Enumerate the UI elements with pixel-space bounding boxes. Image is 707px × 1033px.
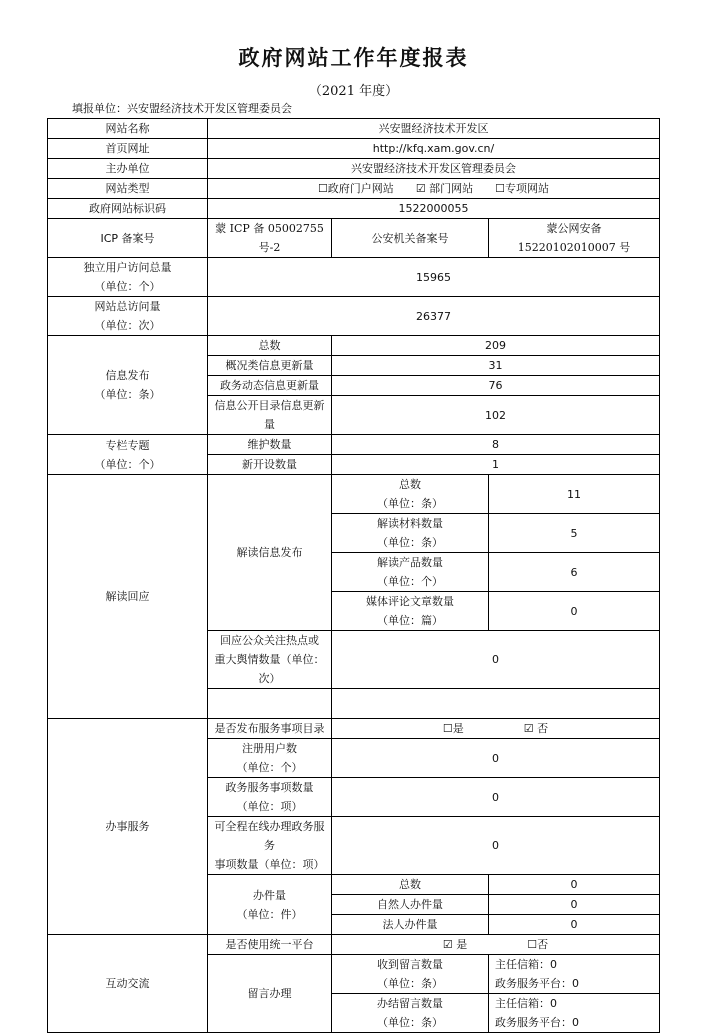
value-info-item: 102: [332, 396, 660, 435]
platform-option-yes[interactable]: ☑ 是: [442, 938, 468, 951]
report-year: （2021 年度）: [308, 84, 399, 99]
value-info-item: 76: [332, 376, 660, 396]
platform-options: [332, 935, 660, 955]
value-messages-done: 主任信箱：0 政务服务平台：0: [489, 994, 660, 1033]
label-online-items: 可全程在线办理政务服务 事项数量（单位：项）: [208, 817, 332, 875]
value-interpret-item: 0: [489, 592, 660, 631]
value-host-unit: 兴安盟经济技术开发区管理委员会: [208, 159, 660, 179]
value-messages-received: 主任信箱：0 政务服务平台：0: [489, 955, 660, 994]
label-unified-platform: 是否使用统一平台: [208, 935, 332, 955]
label-handle-item: 总数: [332, 875, 489, 895]
value-total-visits: 26377: [208, 297, 660, 336]
row-site-code: [48, 199, 660, 219]
label-service-catalog: 是否发布服务事项目录: [208, 719, 332, 739]
value-interpret-item: 11: [489, 475, 660, 514]
value-service-items: 0: [332, 778, 660, 817]
label-messages-done: 办结留言数量 （单位：条）: [332, 994, 489, 1033]
value-info-item: 209: [332, 336, 660, 356]
label-info-publish: 信息发布 （单位：条）: [48, 336, 208, 435]
row-host-unit: [48, 159, 660, 179]
label-website-name: 网站名称: [48, 119, 208, 139]
value-column-item: 1: [332, 455, 660, 475]
row-website-type: [48, 179, 660, 199]
label-message-handling: 留言办理: [208, 955, 332, 1033]
value-hot-response: 0: [332, 631, 660, 689]
value-online-items: 0: [332, 817, 660, 875]
label-interpret-item: 解读材料数量 （单位：条）: [332, 514, 489, 553]
label-interpret-response: 解读回应: [48, 475, 208, 719]
label-interaction: 互动交流: [48, 935, 208, 1033]
catalog-option-no[interactable]: ☑ 否: [523, 722, 549, 735]
service-catalog-options: [332, 719, 660, 739]
website-type-options: [208, 179, 660, 199]
label-interpret-item: 总数 （单位：条）: [332, 475, 489, 514]
label-column-item: 新开设数量: [208, 455, 332, 475]
label-handle-volume: 办件量 （单位：件）: [208, 875, 332, 935]
value-interpret-item: 5: [489, 514, 660, 553]
label-hot-response: 回应公众关注热点或 重大舆情数量（单位：次）: [208, 631, 332, 689]
label-service: 办事服务: [48, 719, 208, 935]
report-table: [47, 118, 660, 1033]
value-handle-item: 0: [489, 915, 660, 935]
value-column-item: 8: [332, 435, 660, 455]
value-unique-visitors: 15965: [208, 258, 660, 297]
value-police-record: 蒙公网安备 15220102010007 号: [489, 219, 660, 258]
value-site-code: 1522000055: [208, 199, 660, 219]
platform-option-no[interactable]: ☐否: [527, 938, 549, 951]
catalog-option-yes[interactable]: ☐是: [442, 722, 464, 735]
label-homepage-url: 首页网址: [48, 139, 208, 159]
label-site-code: 政府网站标识码: [48, 199, 208, 219]
row-website-name: [48, 119, 660, 139]
spacer-cell: [332, 689, 660, 719]
label-handle-item: 法人办件量: [332, 915, 489, 935]
value-registered-users: 0: [332, 739, 660, 778]
row-homepage-url: [48, 139, 660, 159]
label-column-item: 维护数量: [208, 435, 332, 455]
label-info-item: 政务动态信息更新量: [208, 376, 332, 396]
label-icp: ICP 备案号: [48, 219, 208, 258]
type-option-special[interactable]: ☐专项网站: [495, 182, 550, 195]
value-interpret-item: 6: [489, 553, 660, 592]
value-website-name: 兴安盟经济技术开发区: [208, 119, 660, 139]
type-option-portal[interactable]: ☐政府门户网站: [317, 182, 394, 195]
label-info-item: 总数: [208, 336, 332, 356]
row-total-visits: [48, 297, 660, 336]
value-handle-item: 0: [489, 875, 660, 895]
value-homepage-url[interactable]: http://kfq.xam.gov.cn/: [208, 139, 660, 159]
value-icp: 蒙 ICP 备 05002755 号-2: [208, 219, 332, 258]
label-info-item: 概况类信息更新量: [208, 356, 332, 376]
value-info-item: 31: [332, 356, 660, 376]
label-website-type: 网站类型: [48, 179, 208, 199]
row-icp: [48, 219, 660, 258]
label-interpret-publish: 解读信息发布: [208, 475, 332, 631]
label-info-item: 信息公开目录信息更新量: [208, 396, 332, 435]
report-title: 政府网站工作年度报表: [238, 45, 469, 70]
label-total-visits: 网站总访问量 （单位：次）: [48, 297, 208, 336]
row-unique-visitors: [48, 258, 660, 297]
label-unique-visitors: 独立用户访问总量 （单位：个）: [48, 258, 208, 297]
label-host-unit: 主办单位: [48, 159, 208, 179]
row-interpret-total: [48, 475, 660, 514]
label-column-topic: 专栏专题 （单位：个）: [48, 435, 208, 475]
label-messages-received: 收到留言数量 （单位：条）: [332, 955, 489, 994]
row-unified-platform: [48, 935, 660, 955]
label-police-record: 公安机关备案号: [332, 219, 489, 258]
label-registered-users: 注册用户数 （单位：个）: [208, 739, 332, 778]
label-service-items: 政务服务事项数量 （单位：项）: [208, 778, 332, 817]
spacer-cell: [208, 689, 332, 719]
value-handle-item: 0: [489, 895, 660, 915]
row-info-total: [48, 336, 660, 356]
type-option-department[interactable]: ☑ 部门网站: [415, 182, 474, 195]
row-column-maintain: [48, 435, 660, 455]
row-service-catalog: [48, 719, 660, 739]
filling-unit: 填报单位：兴安盟经济技术开发区管理委员会: [72, 102, 292, 115]
label-handle-item: 自然人办件量: [332, 895, 489, 915]
label-interpret-item: 解读产品数量 （单位：个）: [332, 553, 489, 592]
label-interpret-item: 媒体评论文章数量 （单位：篇）: [332, 592, 489, 631]
